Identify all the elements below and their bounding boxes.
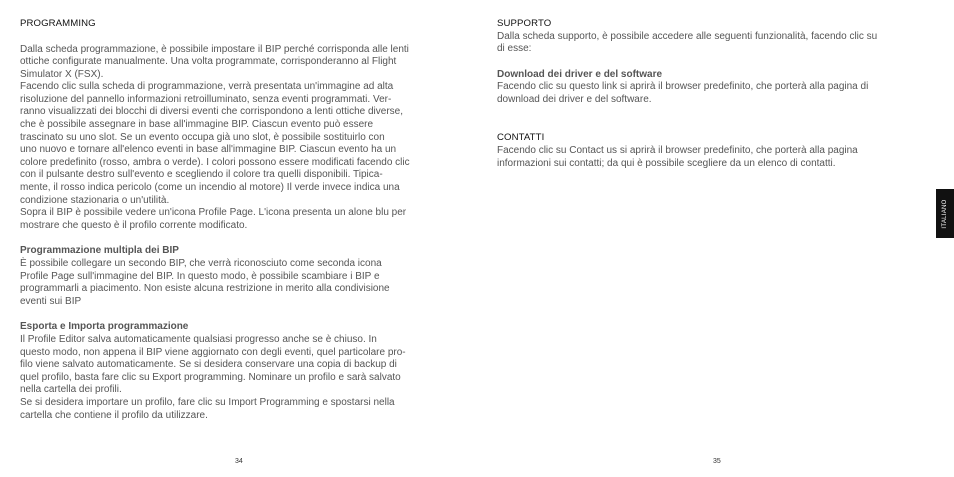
download-line: Facendo clic su questo link si aprirà il browser predefinito, che porterà alla pagina di [497, 81, 869, 93]
multi-line: eventi sui BIP [20, 295, 82, 307]
subheading-export-import: Esporta e Importa programmazione [20, 321, 189, 333]
page-number-left: 34 [235, 458, 243, 465]
support-line: Dalla scheda supporto, è possibile accedere alle seguenti funzionalità, facendo clic su [497, 30, 878, 42]
download-line: download dei driver e del software. [497, 93, 652, 105]
section-title-contacts: CONTATTI [497, 132, 545, 144]
section-title-programming: PROGRAMMING [20, 18, 96, 29]
intro-line: Simulator X (FSX). [20, 68, 104, 80]
export-line: nella cartella dei profili. [20, 384, 122, 396]
intro-line: uno nuovo e tornare all'elenco eventi in base all'immagine BIP. Ciascun evento ha un [20, 144, 397, 156]
right-page [497, 18, 917, 170]
export-line: Il Profile Editor salva automaticamente qualsiasi progresso anche se è chiuso. In [20, 333, 377, 345]
page-number-right: 35 [713, 458, 721, 465]
language-tab [936, 189, 954, 238]
export-line: questo modo, non appena il BIP viene aggiornato con degli eventi, quel particolare pro- [20, 346, 406, 358]
intro-line: Facendo clic sulla scheda di programmazione, verrà presentata un'immagine ad alta [20, 81, 394, 93]
intro-line: colore predefinito (rosso, ambra o verde). I colori possono essere modificati facendo clic [20, 156, 410, 168]
subheading-multi-bip: Programmazione multipla dei BIP [20, 245, 179, 257]
multi-line: È possibile collegare un secondo BIP, che verrà riconosciuto come seconda icona [20, 258, 382, 269]
intro-line: condizione stazionaria o un'utilità. [20, 194, 170, 206]
download-paragraph [497, 81, 917, 106]
language-tab-label: ITALIANO [942, 198, 948, 229]
intro-line: Dalla scheda programmazione, è possibile impostare il BIP perché corrisponda alle lenti [20, 43, 409, 55]
support-paragraph [497, 31, 917, 56]
multi-line: programmarli a piacimento. Non esiste alcuna restrizione in merito alla condivisione [20, 283, 390, 295]
contacts-line: Facendo clic su Contact us si aprirà il browser predefinito, che porterà alla pagina [497, 144, 858, 156]
export-line: quel profilo, basta fare clic su Export programming. Nominare un profilo e sarà salvato [20, 371, 401, 383]
contacts-paragraph [497, 145, 917, 170]
intro-line: Sopra il BIP è possibile vedere un'icona Profile Page. L'icona presenta un alone blu per [20, 207, 407, 219]
support-line: di esse: [497, 43, 532, 55]
multi-line: Profile Page sull'immagine del BIP. In questo modo, è possibile scambiare i BIP e [20, 270, 380, 282]
intro-line: risoluzione del pannello informazioni retroilluminato, senza eventi programmati. Ver- [20, 93, 392, 105]
intro-line: ranno visualizzati dei blocchi di diversi eventi che corrispondono a lenti ottiche diverse, [20, 106, 403, 118]
intro-line: ottiche configurate manualmente. Una volta programmate, corrisponderanno al Flight [20, 56, 397, 68]
section-title-support: SUPPORTO [497, 18, 552, 29]
subheading-download: Download dei driver e del software [497, 68, 663, 80]
left-page [20, 18, 462, 422]
intro-line: mente, il rosso indica pericolo (come un incendio al motore) Il verde invece indica una [20, 182, 400, 194]
contacts-line: informazioni sui contatti; da qui è possibile scegliere da un elenco di contatti. [497, 157, 836, 169]
export-line: Se si desidera importare un profilo, fare clic su Import Programming e spostarsi nella [20, 396, 395, 408]
export-line: filo viene salvato automaticamente. Se si desidera conservare una copia di backup di [20, 359, 397, 371]
multi-bip-paragraph [20, 258, 462, 308]
intro-line: mostrare che questo è il profilo corrente modificato. [20, 219, 248, 231]
intro-line: con il pulsante destro sull'evento e scegliendo il colore tra quelli disponibili. Tipica- [20, 169, 383, 181]
intro-line: che è possibile assegnare in base all'immagine BIP. Ciascun evento può essere [20, 119, 374, 131]
intro-paragraph [20, 44, 462, 233]
export-line: cartella che contiene il profilo da utilizzare. [20, 409, 208, 421]
intro-line: trascinato su uno slot. Se un evento occupa già uno slot, è possibile sostituirlo con [20, 131, 385, 143]
export-import-paragraph [20, 334, 462, 422]
